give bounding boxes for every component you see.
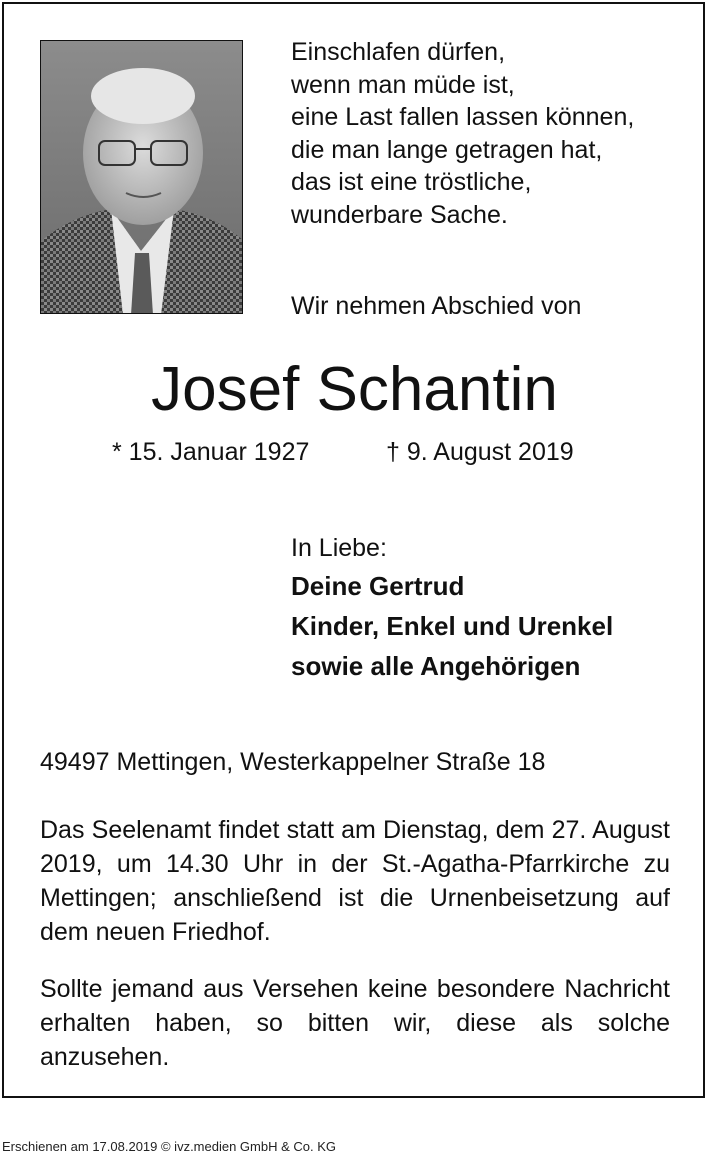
notice-paragraph: Sollte jemand aus Versehen keine besondere Nachricht erhalten haben, so bitten wir, diese als solche anzusehen. [40, 975, 670, 1071]
poem [291, 36, 691, 231]
farewell-text: Wir nehmen Abschied von [291, 292, 582, 320]
address: 49497 Mettingen, Westerkappelner Straße 18 [40, 748, 546, 776]
birth-date: * 15. Januar 1927 [112, 438, 310, 466]
poem-line: die man lange getragen hat, [291, 135, 603, 164]
portrait-photo [40, 40, 243, 314]
poem-line: Einschlafen dürfen, [291, 38, 506, 66]
mourner-name: Kinder, Enkel und Urenkel [291, 611, 614, 641]
mourner-name: sowie alle Angehörigen [291, 651, 581, 681]
death-date: † 9. August 2019 [386, 438, 574, 466]
poem-line: das ist eine tröstliche, [291, 168, 532, 196]
mourner-name: Deine Gertrud [291, 571, 465, 601]
portrait-illustration [41, 41, 243, 314]
publication-footer: Erschienen am 17.08.2019 © ivz.medien GmbH & Co. KG [2, 1139, 337, 1154]
poem-line: eine Last fallen lassen können, [291, 103, 635, 131]
poem-line: wenn man müde ist, [291, 70, 515, 99]
deceased-name: Josef Schantin [151, 355, 558, 424]
mourners-list [291, 566, 613, 686]
mourners-intro: In Liebe: [291, 534, 387, 562]
service-paragraph: Das Seelenamt findet statt am Dienstag, dem 27. August 2019, um 14.30 Uhr in der St.-Agatha-Pfarrkirche zu Mettingen; anschließend ist die Urnenbeisetzung auf dem neuen Friedhof. [40, 816, 670, 946]
poem-line: wunderbare Sache. [291, 200, 508, 229]
